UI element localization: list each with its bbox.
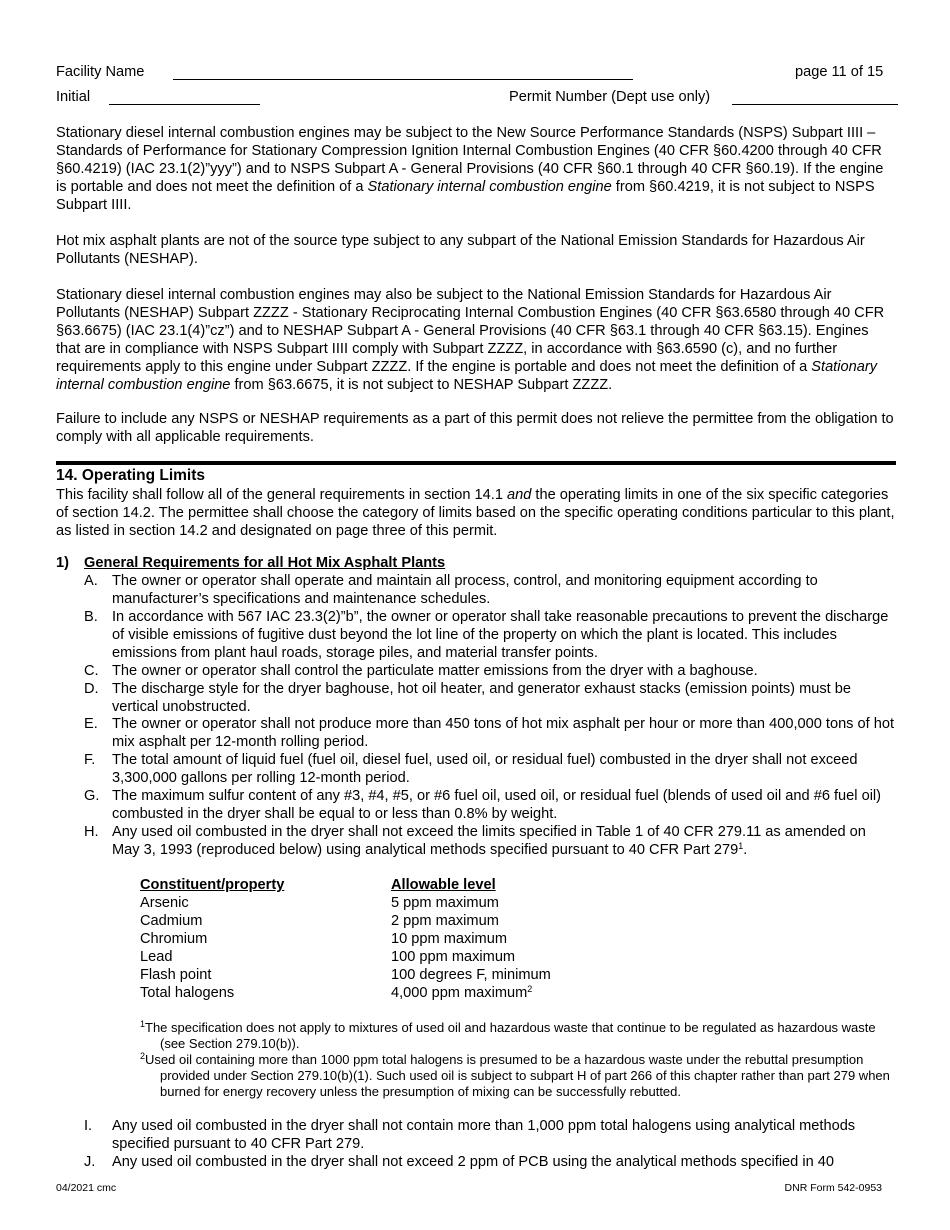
table-cell: 5 ppm maximum (391, 895, 499, 911)
list-letter: F. (84, 752, 96, 768)
list-item (84, 572, 896, 608)
list-item (84, 715, 896, 751)
emphasis-term: and (507, 487, 532, 503)
initial-field[interactable] (109, 104, 260, 105)
list-item (84, 1153, 896, 1171)
paragraph-neshap-hot-mix (56, 232, 896, 268)
table-cell: 4,000 ppm maximum (391, 985, 528, 1001)
initial-label: Initial (56, 89, 91, 105)
list-letter: A. (84, 573, 98, 589)
table-cell: 10 ppm maximum (391, 931, 507, 947)
list-letter: E. (84, 716, 98, 732)
footnote-text: The specification does not apply to mixtures of used oil and hazardous waste that continue to be regulated as hazardous waste (see Section 279.10(b)). (145, 1020, 876, 1051)
list-letter: D. (84, 681, 99, 697)
list-item (84, 1117, 896, 1153)
list-letter: B. (84, 609, 98, 625)
paragraph-text: the operating limits in one of the six specific categories of section 14.2. The permittee shall choose the category of limits based on the specific operating conditions particular to this plant, as listed in section 14.2 and designated on page three of this permit. (56, 487, 895, 539)
facility-name-label: Facility Name (56, 64, 145, 80)
paragraph-text: from §60.4219, it is not subject to NSPS Subpart IIII. (56, 179, 875, 213)
list-letter: H. (84, 824, 99, 840)
list-text: The maximum sulfur content of any #3, #4, #5, or #6 fuel oil, used oil, or residual fuel (blends of used oil and #6 fuel oil) combusted in the dryer shall be equal to or less than 0.8% by weight. (112, 788, 882, 822)
table-cell: 2 ppm maximum (391, 913, 499, 929)
list-text: The discharge style for the dryer baghouse, hot oil heater, and generator exhaust stacks (emission points) must be vertical unobstructed. (112, 681, 852, 715)
list-text: The total amount of liquid fuel (fuel oil, diesel fuel, used oil, or residual fuel) combusted in the dryer shall not exceed 3,300,000 gallons per rolling 12-month period. (112, 752, 858, 786)
paragraph-text: Stationary diesel internal combustion engines may also be subject to the National Emission Standards for Hazardous Air Pollutants (NESHAP) Subpart ZZZZ - Stationary Reciprocating Internal Combustion Engines (40 CFR §63.6580 through 40 CFR §63.6675) (IAC 23.1(4)”cz”) and to NESHAP Subpart A - General Provisions (40 CFR §63.1 through 40 CFR §63.15). Engines that are in compliance with NSPS Subpart IIII comply with Subpart ZZZZ, in accordance with §63.6590 (c), and no further requirements apply to this engine under Subpart ZZZZ. If the engine is portable and does not meet the definition of a (56, 287, 885, 375)
emphasis-term: Stationary internal combustion engine (367, 179, 612, 195)
list-letter: I. (84, 1118, 93, 1134)
table-cell: Arsenic (140, 895, 189, 911)
footnote-text: Used oil containing more than 1000 ppm total halogens is presumed to be a hazardous waste under the rebuttal presumption provided under Section 279.10(b)(1). Such used oil is subject to subpart H of part 266 of this chapter rather than part 279 when burned for energy recovery unless the presumption of mixing can be successfully rebutted. (145, 1052, 890, 1099)
subsection-title: General Requirements for all Hot Mix Asphalt Plants (84, 555, 446, 571)
list-item (84, 823, 896, 859)
paragraph-text: Hot mix asphalt plants are not of the source type subject to any subpart of the National Emission Standards for Hazardous Air Pollutants (NESHAP). (56, 233, 865, 267)
list-text: The owner or operator shall operate and maintain all process, control, and monitoring equipment according to manufacturer’s specifications and maintenance schedules. (112, 573, 818, 607)
subsection-number: 1) (56, 555, 69, 571)
emphasis-term: Stationary internal combustion engine (56, 359, 877, 393)
paragraph-text: Failure to include any NSPS or NESHAP requirements as a part of this permit does not relieve the permittee from the obligation to comply with all applicable requirements. (56, 411, 894, 445)
footnote-mark: 2 (140, 1051, 146, 1061)
footnote-2 (140, 1052, 900, 1100)
table-header-constituent: Constituent/property (140, 877, 285, 893)
footnote-ref: 2 (527, 984, 533, 994)
list-letter: G. (84, 788, 100, 804)
table-cell: Lead (140, 949, 173, 965)
table-cell: Total halogens (140, 985, 235, 1001)
section-intro (56, 486, 896, 540)
paragraph-text: Stationary diesel internal combustion engines may be subject to the New Source Performance Standards (NSPS) Subpart IIII – Standards of Performance for Stationary Compression Ignition Internal Combustion Engines (40 CFR §60.4200 through 40 CFR §60.4219) (IAC 23.1(2)”yyy”) and to NSPS Subpart A - General Provisions (40 CFR §60.1 through 40 CFR §60.19). If the engine is portable and does not meet the definition of a (56, 125, 884, 195)
footer-form-number: DNR Form 542-0953 (784, 1182, 882, 1194)
table-cell: Cadmium (140, 913, 203, 929)
list-item (84, 662, 896, 680)
paragraph-text: This facility shall follow all of the general requirements in section 14.1 (56, 487, 508, 503)
list-item (84, 680, 896, 716)
section-title: 14. Operating Limits (56, 467, 206, 484)
permit-number-label: Permit Number (Dept use only) (509, 89, 711, 105)
table-cell: Chromium (140, 931, 208, 947)
list-text: In accordance with 567 IAC 23.3(2)”b”, the owner or operator shall take reasonable precautions to prevent the discharge of visible emissions of fugitive dust beyond the lot line of the property on which the plant is located. This includes emissions from plant haul roads, storage piles, and material transfer points. (112, 609, 889, 661)
list-text: The owner or operator shall control the particulate matter emissions from the dryer with a baghouse. (112, 663, 758, 679)
list-item (84, 751, 896, 787)
table-header-allowable: Allowable level (391, 877, 496, 893)
table-cell: 100 ppm maximum (391, 949, 516, 965)
table-cell: 100 degrees F, minimum (391, 967, 551, 983)
paragraph-neshap-engines (56, 286, 896, 394)
list-letter: C. (84, 663, 99, 679)
paragraph-nsps (56, 124, 896, 214)
list-text: Any used oil combusted in the dryer shall not contain more than 1,000 ppm total halogens using analytical methods specified pursuant to 40 CFR Part 279. (112, 1118, 856, 1152)
footer-date: 04/2021 cmc (56, 1182, 117, 1194)
facility-name-field[interactable] (173, 79, 633, 80)
paragraph-text: from §63.6675, it is not subject to NESHAP Subpart ZZZZ. (230, 377, 613, 393)
permit-number-field[interactable] (732, 104, 898, 105)
page-number: page 11 of 15 (795, 64, 884, 80)
footnote-mark: 1 (140, 1019, 146, 1029)
list-item (84, 787, 896, 823)
list-letter: J. (84, 1154, 96, 1170)
section-divider (56, 461, 896, 465)
footnote-ref: 1 (738, 841, 744, 851)
list-text-tail: . (743, 842, 748, 858)
list-text: The owner or operator shall not produce more than 450 tons of hot mix asphalt per hour or more than 400,000 tons of hot mix asphalt per 12-month rolling period. (112, 716, 895, 750)
list-text: Any used oil combusted in the dryer shall not exceed the limits specified in Table 1 of 40 CFR 279.11 as amended on May 3, 1993 (reproduced below) using analytical methods specified pursuant to 40 CFR Part 279 (112, 824, 866, 858)
list-text: Any used oil combusted in the dryer shall not exceed 2 ppm of PCB using the analytical methods specified in 40 (112, 1154, 834, 1170)
table-cell: Flash point (140, 967, 212, 983)
paragraph-failure (56, 410, 896, 446)
list-item (84, 608, 896, 662)
footnote-1 (140, 1020, 900, 1052)
